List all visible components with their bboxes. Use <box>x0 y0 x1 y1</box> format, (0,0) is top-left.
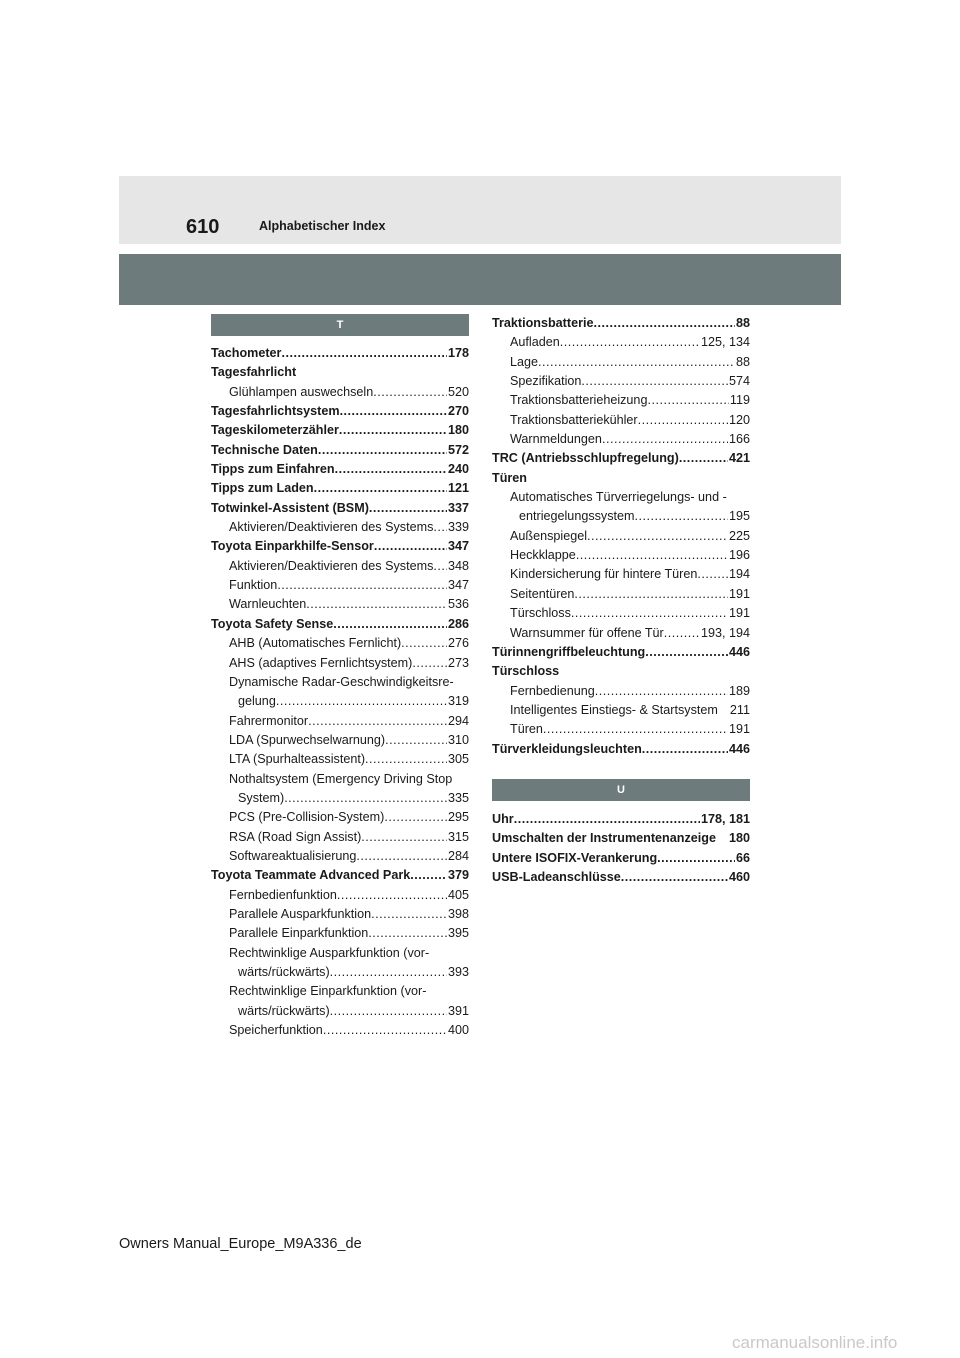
leader-dots <box>314 479 447 498</box>
entry-page: 191 <box>728 586 750 601</box>
entry-label: Aktivieren/Deaktivieren des Systems <box>229 520 434 535</box>
entry-page: 421 <box>728 451 750 466</box>
index-subentry <box>211 847 469 866</box>
entry-label: Technische Daten <box>211 442 318 457</box>
entry-page: 225 <box>728 528 750 543</box>
entry-page: 180 <box>447 423 469 438</box>
index-subentry <box>211 944 469 963</box>
index-subentry <box>211 673 469 692</box>
index-entry <box>211 421 469 440</box>
entry-label: Warnsummer für offene Tür <box>510 625 664 640</box>
index-subentry <box>492 546 750 565</box>
entry-label: Intelligentes Einstiegs- & Startsystem <box>510 702 718 717</box>
leader-dots <box>365 750 447 769</box>
entry-label: gelung <box>238 694 276 709</box>
entry-page: 166 <box>728 432 750 447</box>
leader-dots <box>361 828 447 847</box>
entry-label: Softwareaktualisierung <box>229 848 357 863</box>
index-subentry <box>211 982 469 1001</box>
index-subentry <box>492 720 750 739</box>
index-entry <box>492 740 750 759</box>
entry-label: System) <box>238 790 285 805</box>
index-subentry <box>492 624 750 643</box>
entry-label: Tagesfahrlicht <box>211 365 297 380</box>
entry-label: Türschloss <box>510 606 571 621</box>
index-entry <box>492 314 750 333</box>
entry-page: 348 <box>447 558 469 573</box>
entry-page: 270 <box>447 404 469 419</box>
leader-dots <box>433 557 447 576</box>
entry-page: 337 <box>447 500 469 515</box>
entry-label: entriegelungssystem <box>519 509 635 524</box>
index-subentry <box>492 507 750 526</box>
entry-page: 195 <box>728 509 750 524</box>
index-subentry <box>492 353 750 372</box>
index-entry <box>211 344 469 363</box>
leader-dots <box>657 849 735 868</box>
entry-label: AHB (Automatisches Fernlicht) <box>229 636 402 651</box>
entry-label: Kindersicherung für hintere Türen <box>510 567 698 582</box>
index-entry <box>211 479 469 498</box>
index-subentry <box>211 634 469 653</box>
index-subentry <box>492 604 750 623</box>
entry-page: 120 <box>728 412 750 427</box>
leader-dots <box>602 430 728 449</box>
leader-dots <box>368 924 447 943</box>
entry-page: 319 <box>447 694 469 709</box>
leader-dots <box>538 353 735 372</box>
leader-dots <box>645 643 728 662</box>
leader-dots <box>576 546 728 565</box>
entry-label: Totwinkel-Assistent (BSM) <box>211 500 369 515</box>
footer-manual-id: Owners Manual_Europe_M9A336_de <box>119 1236 362 1252</box>
leader-dots <box>308 712 447 731</box>
entry-label: Türschloss <box>492 664 560 679</box>
index-subentry <box>211 770 469 789</box>
entry-label: Untere ISOFIX-Verankerung <box>492 850 658 865</box>
entry-page: 240 <box>447 462 469 477</box>
index-entry <box>211 402 469 421</box>
entry-label: Uhr <box>492 811 514 826</box>
index-subentry <box>492 585 750 604</box>
leader-dots <box>543 720 728 739</box>
index-subentry <box>492 701 750 720</box>
leader-dots <box>337 886 447 905</box>
entry-page: 88 <box>735 354 750 369</box>
entry-page: 315 <box>447 829 469 844</box>
leader-dots <box>371 905 447 924</box>
index-subentry <box>492 527 750 546</box>
leader-dots <box>581 372 728 391</box>
entry-page: 284 <box>447 848 469 863</box>
entry-label: RSA (Road Sign Assist) <box>229 829 362 844</box>
entry-page: 572 <box>447 442 469 457</box>
entry-label: Rechtwinklige Ausparkfunktion (vor- <box>229 945 430 960</box>
entry-page: 211 <box>729 702 750 717</box>
entry-label: Rechtwinklige Einparkfunktion (vor- <box>229 984 427 999</box>
entry-page: 295 <box>447 810 469 825</box>
entry-label: Warnleuchten <box>229 597 307 612</box>
leader-dots <box>385 731 447 750</box>
index-entry <box>492 829 750 848</box>
index-subentry <box>211 576 469 595</box>
index-subentry <box>211 886 469 905</box>
entry-label: Nothaltsystem (Emergency Driving Stop <box>229 771 453 786</box>
entry-list-t-left <box>211 344 469 1040</box>
leader-dots <box>679 449 728 468</box>
leader-dots <box>374 537 447 556</box>
leader-dots <box>281 344 447 363</box>
entry-label: Parallele Ausparkfunktion <box>229 906 372 921</box>
entry-page: 191 <box>728 606 750 621</box>
leader-dots <box>595 682 728 701</box>
entry-label: Außenspiegel <box>510 528 588 543</box>
entry-page: 88 <box>735 316 750 330</box>
leader-dots <box>284 789 447 808</box>
leader-dots <box>335 460 447 479</box>
entry-label: Speicherfunktion <box>229 1023 323 1038</box>
index-entry <box>211 537 469 556</box>
letter-heading-u: U <box>492 779 750 801</box>
entry-page: 286 <box>447 616 469 631</box>
entry-label: Traktionsbatteriekühler <box>510 412 638 427</box>
entry-page: 379 <box>447 868 469 883</box>
leader-dots <box>306 595 447 614</box>
leader-dots <box>276 692 447 711</box>
entry-page: 395 <box>447 926 469 941</box>
entry-label: Tachometer <box>211 346 282 360</box>
index-subentry <box>211 1002 469 1021</box>
entry-page: 191 <box>728 722 750 737</box>
index-subentry <box>492 333 750 352</box>
leader-dots <box>356 847 447 866</box>
leader-dots <box>514 810 700 829</box>
entry-label: Aktivieren/Deaktivieren des Systems <box>229 558 434 573</box>
index-subentry <box>211 808 469 827</box>
index-subentry <box>211 518 469 537</box>
entry-label: Türinnengriffbeleuchtung <box>492 644 646 659</box>
entry-label: LDA (Spurwechselwarnung) <box>229 732 386 747</box>
leader-dots <box>330 963 447 982</box>
leader-dots <box>340 402 447 421</box>
entry-page: 189 <box>728 683 750 698</box>
entry-page: 276 <box>447 636 469 651</box>
index-subentry <box>492 411 750 430</box>
leader-dots <box>323 1021 447 1040</box>
entry-page: 339 <box>447 520 469 535</box>
entry-label: Tageskilometerzähler <box>211 423 339 438</box>
entry-page: 273 <box>447 655 469 670</box>
leader-dots <box>647 391 728 410</box>
index-subentry <box>211 789 469 808</box>
entry-page: 294 <box>447 713 469 728</box>
index-subentry <box>211 557 469 576</box>
section-title: Alphabetischer Index <box>259 219 386 233</box>
entry-label: Toyota Safety Sense <box>211 616 334 631</box>
leader-dots <box>593 314 735 333</box>
index-entry <box>492 662 750 681</box>
entry-page: 347 <box>447 539 469 554</box>
entry-page: 180 <box>728 831 750 846</box>
leader-dots <box>384 808 447 827</box>
entry-page: 178, 181 <box>700 811 750 826</box>
entry-label: TRC (Antriebsschlupfregelung) <box>492 451 679 466</box>
index-subentry <box>492 372 750 391</box>
index-subentry <box>492 430 750 449</box>
index-subentry <box>492 391 750 410</box>
entry-label: Umschalten der Instrumentenanzeige <box>492 831 716 846</box>
leader-dots <box>587 527 728 546</box>
entry-page: 66 <box>735 850 750 865</box>
index-entry <box>492 868 750 887</box>
leader-dots <box>373 383 447 402</box>
leader-dots <box>369 499 447 518</box>
entry-label: Automatisches Türverriegelungs- und - <box>510 490 727 505</box>
entry-page: 196 <box>728 548 750 563</box>
entry-page: 178 <box>447 346 469 360</box>
entry-page: 398 <box>447 906 469 921</box>
index-subentry <box>211 750 469 769</box>
leader-dots <box>318 441 447 460</box>
entry-label: wärts/rückwärts) <box>238 1003 330 1018</box>
leader-dots <box>621 868 728 887</box>
leader-dots <box>642 740 728 759</box>
index-subentry <box>492 565 750 584</box>
entry-page: 119 <box>729 393 750 408</box>
entry-label: PCS (Pre-Collision-System) <box>229 810 385 825</box>
entry-label: Türen <box>510 722 543 737</box>
leader-dots <box>664 624 700 643</box>
page-number: 610 <box>186 216 220 238</box>
index-column-left <box>211 314 469 1040</box>
entry-list-t-right <box>492 314 750 759</box>
entry-page: 574 <box>728 374 750 389</box>
index-entry <box>492 469 750 488</box>
entry-label: Toyota Einparkhilfe-Sensor <box>211 539 374 554</box>
entry-label: Traktionsbatterieheizung <box>510 393 648 408</box>
entry-label: Fernbedienfunktion <box>229 887 337 902</box>
index-entry <box>211 441 469 460</box>
index-entry <box>492 643 750 662</box>
entry-label: Warnmeldungen <box>510 432 602 447</box>
index-subentry <box>211 731 469 750</box>
entry-page: 460 <box>728 869 750 884</box>
entry-label: Türen <box>492 470 527 485</box>
entry-label: Toyota Teammate Advanced Park <box>211 868 411 883</box>
index-subentry <box>211 383 469 402</box>
index-entry <box>492 849 750 868</box>
index-entry <box>211 460 469 479</box>
index-entry <box>211 615 469 634</box>
watermark: carmanualsonline.info <box>732 1333 898 1352</box>
leader-dots <box>401 634 447 653</box>
entry-label: Funktion <box>229 578 278 593</box>
leader-dots <box>433 518 447 537</box>
leader-dots <box>571 604 728 623</box>
leader-dots <box>697 565 728 584</box>
entry-page: 121 <box>447 481 469 496</box>
entry-page: 194 <box>728 567 750 582</box>
entry-page: 193, 194 <box>700 625 750 640</box>
entry-label: Glühlampen auswechseln <box>229 384 374 399</box>
index-column-right <box>492 314 750 887</box>
entry-page: 400 <box>447 1023 469 1038</box>
leader-dots <box>560 333 700 352</box>
entry-label: Heckklappe <box>510 548 576 563</box>
entry-page: 405 <box>447 887 469 902</box>
index-entry <box>492 810 750 829</box>
leader-dots <box>410 866 447 885</box>
index-entry <box>211 363 469 382</box>
entry-list-u <box>492 810 750 887</box>
index-entry <box>211 866 469 885</box>
letter-heading-t: T <box>211 314 469 336</box>
header-band <box>119 176 841 244</box>
entry-label: Aufladen <box>510 335 560 350</box>
entry-page: 393 <box>447 965 469 979</box>
leader-dots <box>412 654 447 673</box>
index-subentry <box>211 924 469 943</box>
entry-label: wärts/rückwärts) <box>238 965 330 979</box>
entry-label: Türverkleidungsleuchten <box>492 741 642 756</box>
index-entry <box>492 449 750 468</box>
index-subentry <box>211 1021 469 1040</box>
index-subentry <box>211 905 469 924</box>
leader-dots <box>333 615 447 634</box>
index-subentry <box>211 963 469 982</box>
leader-dots <box>638 411 728 430</box>
entry-page: 536 <box>447 597 469 612</box>
entry-label: Lage <box>510 354 539 369</box>
entry-page: 347 <box>447 578 469 593</box>
leader-dots <box>277 576 447 595</box>
entry-page: 335 <box>447 790 469 805</box>
index-subentry <box>492 488 750 507</box>
entry-label: Parallele Einparkfunktion <box>229 926 369 941</box>
entry-label: USB-Ladeanschlüsse <box>492 869 621 884</box>
entry-label: AHS (adaptives Fernlichtsystem) <box>229 655 413 670</box>
entry-label: Fahrermonitor <box>229 713 309 728</box>
entry-page: 125, 134 <box>700 335 750 350</box>
entry-label: Spezifikation <box>510 374 582 389</box>
leader-dots <box>574 585 728 604</box>
entry-label: Seitentüren <box>510 586 575 601</box>
entry-page: 446 <box>728 644 750 659</box>
entry-label: Dynamische Radar-Geschwindigkeitsre- <box>229 674 454 689</box>
title-bar <box>119 254 841 305</box>
entry-label: Traktionsbatterie <box>492 316 594 330</box>
index-subentry <box>492 682 750 701</box>
entry-page: 446 <box>728 741 750 756</box>
index-subentry <box>211 692 469 711</box>
entry-label: Tipps zum Laden <box>211 481 314 496</box>
entry-page: 310 <box>447 732 469 747</box>
entry-label: Tagesfahrlichtsystem <box>211 404 340 419</box>
entry-page: 520 <box>447 384 469 399</box>
index-subentry <box>211 595 469 614</box>
leader-dots <box>339 421 447 440</box>
leader-dots <box>635 507 728 526</box>
index-subentry <box>211 712 469 731</box>
entry-label: Fernbedienung <box>510 683 595 698</box>
index-subentry <box>211 654 469 673</box>
entry-page: 391 <box>447 1003 469 1018</box>
entry-label: LTA (Spurhalteassistent) <box>229 752 366 767</box>
index-entry <box>211 499 469 518</box>
entry-page: 305 <box>447 752 469 767</box>
leader-dots <box>330 1002 447 1021</box>
entry-label: Tipps zum Einfahren <box>211 462 335 477</box>
index-subentry <box>211 828 469 847</box>
